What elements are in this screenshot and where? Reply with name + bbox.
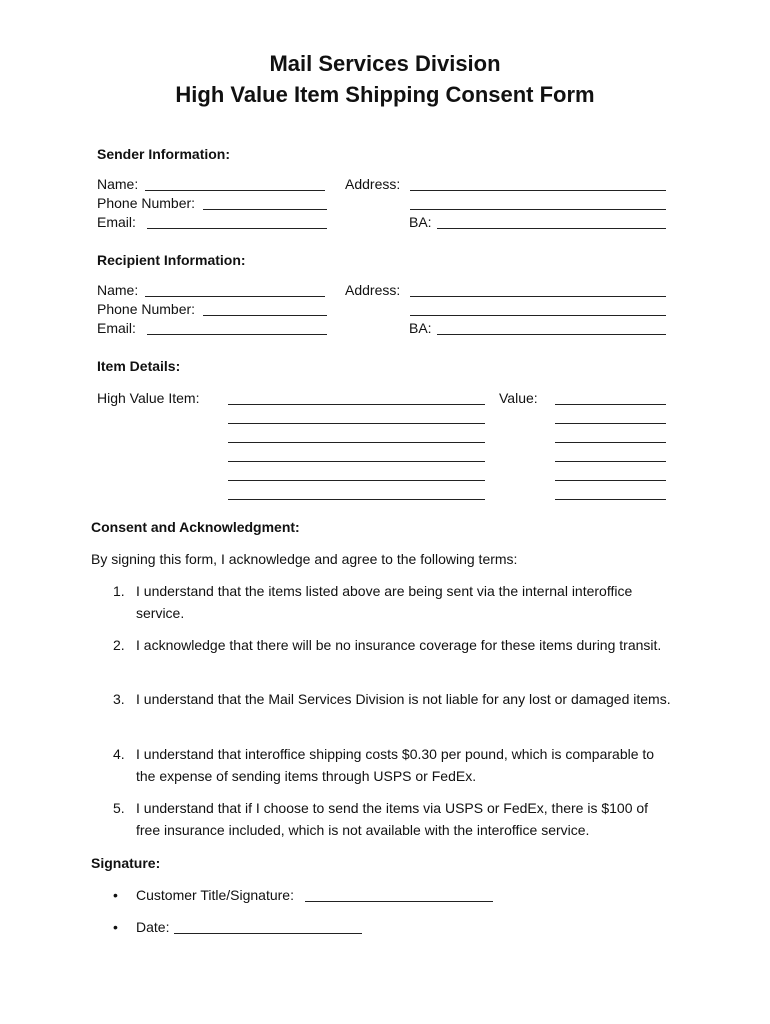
item-field-3[interactable] xyxy=(228,442,485,443)
value-label: Value: xyxy=(499,390,538,406)
date-label: Date: xyxy=(136,919,170,935)
recipient-name-field[interactable] xyxy=(145,296,325,297)
date-field[interactable] xyxy=(174,933,362,934)
value-field-3[interactable] xyxy=(555,442,666,443)
customer-signature-label: Customer Title/Signature: xyxy=(136,887,294,903)
value-field-1[interactable] xyxy=(555,404,666,405)
recipient-email-label: Email: xyxy=(97,320,136,336)
recipient-email-field[interactable] xyxy=(147,334,327,335)
consent-intro: By signing this form, I acknowledge and agree to the following terms: xyxy=(91,551,518,567)
customer-signature-field[interactable] xyxy=(305,901,493,902)
sender-address-field-1[interactable] xyxy=(410,190,666,191)
bullet-icon: • xyxy=(113,919,118,935)
consent-heading: Consent and Acknowledgment: xyxy=(91,519,300,535)
recipient-phone-label: Phone Number: xyxy=(97,301,196,317)
sender-address-field-2[interactable] xyxy=(410,209,666,210)
term-text-5: I understand that if I choose to send the items via USPS or FedEx, there is $100 of free insurance included, which is not available with the interoffice service. xyxy=(136,800,649,838)
term-text-3: I understand that the Mail Services Division is not liable for any lost or damaged items. xyxy=(136,691,671,707)
value-field-6[interactable] xyxy=(555,499,666,500)
page-title-line2: High Value Item Shipping Consent Form xyxy=(175,82,595,107)
sender-email-label: Email: xyxy=(97,214,136,230)
term-number-5: 5. xyxy=(113,800,125,816)
item-details-heading: Item Details: xyxy=(97,358,181,374)
term-number-2: 2. xyxy=(113,637,125,653)
recipient-phone-field[interactable] xyxy=(203,315,327,316)
term-number-4: 4. xyxy=(113,746,125,762)
sender-address-label: Address: xyxy=(345,176,401,192)
item-field-2[interactable] xyxy=(228,423,485,424)
recipient-ba-label: BA: xyxy=(409,320,432,336)
term-number-3: 3. xyxy=(113,691,125,707)
sender-phone-field[interactable] xyxy=(203,209,327,210)
term-text-1: I understand that the items listed above are being sent via the internal interoffice service. xyxy=(136,583,633,621)
recipient-name-label: Name: xyxy=(97,282,139,298)
value-field-4[interactable] xyxy=(555,461,666,462)
sender-heading: Sender Information: xyxy=(97,146,231,162)
page-title-line1: Mail Services Division xyxy=(269,51,501,76)
term-text-2: I acknowledge that there will be no insurance coverage for these items during transit. xyxy=(136,637,662,653)
recipient-address-label: Address: xyxy=(345,282,401,298)
item-field-4[interactable] xyxy=(228,461,485,462)
high-value-item-label: High Value Item: xyxy=(97,390,200,406)
value-field-5[interactable] xyxy=(555,480,666,481)
recipient-address-field-2[interactable] xyxy=(410,315,666,316)
recipient-ba-field[interactable] xyxy=(437,334,666,335)
sender-ba-label: BA: xyxy=(409,214,432,230)
sender-phone-label: Phone Number: xyxy=(97,195,196,211)
value-field-2[interactable] xyxy=(555,423,666,424)
sender-ba-field[interactable] xyxy=(437,228,666,229)
item-field-1[interactable] xyxy=(228,404,485,405)
item-field-5[interactable] xyxy=(228,480,485,481)
term-text-4: I understand that interoffice shipping costs $0.30 per pound, which is comparable to the expense of sending items through USPS or FedEx. xyxy=(136,746,655,784)
sender-name-label: Name: xyxy=(97,176,139,192)
sender-email-field[interactable] xyxy=(147,228,327,229)
item-field-6[interactable] xyxy=(228,499,485,500)
sender-name-field[interactable] xyxy=(145,190,325,191)
signature-heading: Signature: xyxy=(91,855,161,871)
term-number-1: 1. xyxy=(113,583,125,599)
recipient-heading: Recipient Information: xyxy=(97,252,246,268)
bullet-icon: • xyxy=(113,887,118,903)
recipient-address-field-1[interactable] xyxy=(410,296,666,297)
